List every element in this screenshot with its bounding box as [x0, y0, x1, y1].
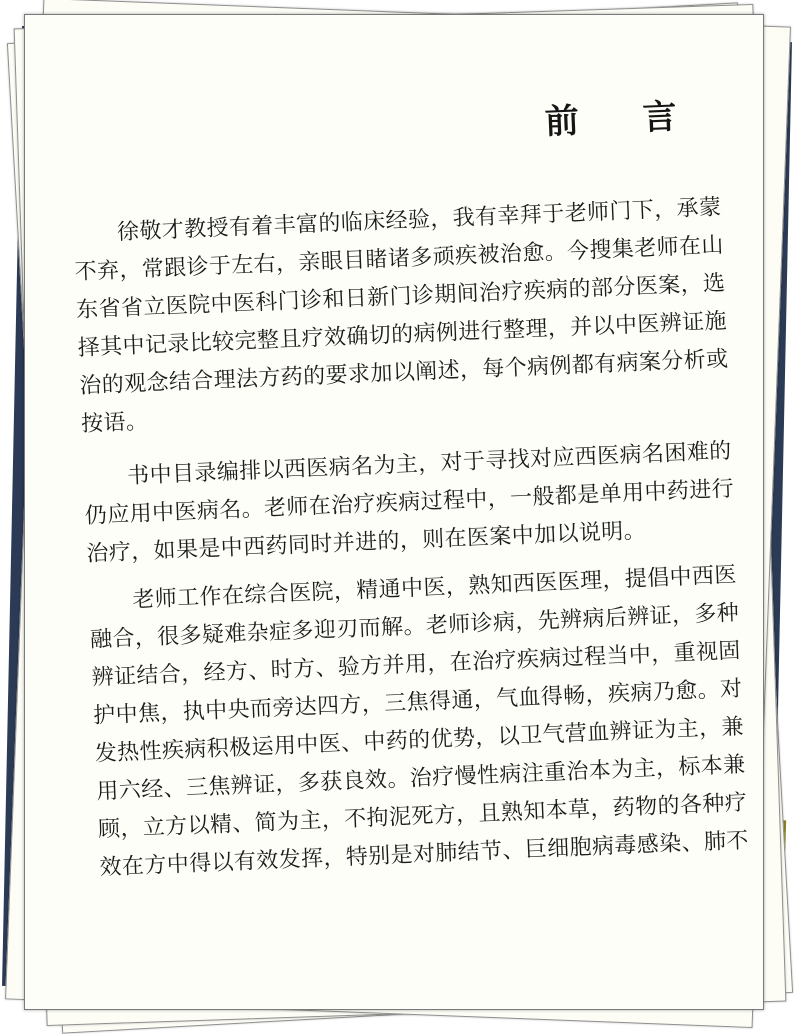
- text-line: 融合，很多疑难杂症多迎刃而解。老师诊病，先辨病后辨证，多种: [89, 600, 740, 653]
- text-line: 效在方中得以有效发挥，特别是对肺结节、巨细胞病毒感染、肺不: [99, 828, 750, 881]
- text-line: 辨证结合，经方、时方、验方并用，在治疗疾病过程当中，重视固: [91, 638, 742, 691]
- text-line: 护中焦，执中央而旁达四方，三焦得通，气血得畅，疾病乃愈。对: [92, 676, 743, 729]
- text-line: 发热性疾病积极运用中医、中药的优势，以卫气营血辨证为主，兼: [94, 714, 745, 767]
- page-title: 前 言: [544, 95, 704, 143]
- text-line: 按语。: [80, 409, 149, 438]
- text-line: 书中目录编排以西医病名为主，对于寻找对应西医病名困难的: [126, 438, 733, 490]
- text-line: 仍应用中医病名。老师在治疗疾病过程中，一般都是单用中药进行: [84, 476, 735, 529]
- text-line: 徐敬才教授有着丰富的临床经验，我有幸拜于老师门下，承蒙: [116, 195, 722, 246]
- text-line: 治的观念结合理法方药的要求加以阐述，每个病例都有病案分析或: [78, 346, 730, 400]
- text-line: 顾，立方以精、简为主，不拘泥死方，且熟知本草，药物的各种疗: [97, 790, 748, 843]
- text-line: 东省省立医院中医科门诊和日新门诊期间治疗疾病的部分医案，选: [75, 270, 726, 324]
- document-page: [24, 14, 764, 1010]
- preface-body: [72, 190, 750, 887]
- text-line: 治疗，如果是中西药同时并进的，则在医案中加以说明。: [85, 518, 647, 567]
- paragraph-1: [72, 190, 730, 444]
- text-line: 老师工作在综合医院，精通中医，熟知西医医理，提倡中西医: [131, 562, 738, 614]
- text-line: 用六经、三焦辨证，多获良效。治疗慢性病注重治本为主，标本兼: [95, 752, 747, 805]
- paragraph-3: [88, 558, 750, 888]
- text-line: 不弃，常跟诊于左右，亲眼目睹诸多顽疾被治愈。今搜集老师在山: [74, 232, 725, 286]
- page-content: [24, 14, 764, 1010]
- text-line: 择其中记录比较完整且疗效确切的病例进行整理，并以中医辨证施: [77, 308, 728, 362]
